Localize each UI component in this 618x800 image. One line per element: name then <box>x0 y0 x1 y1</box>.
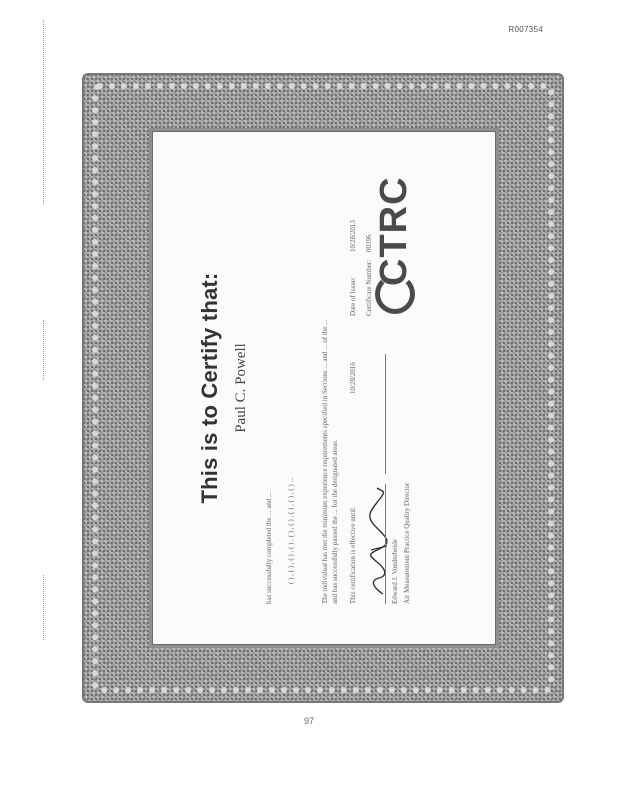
ctrc-logo-text: CTRC <box>373 176 415 286</box>
certificate-statement: has successfully completed the ... and ... <box>265 491 273 604</box>
date-of-issue-value: 10/28/2013 <box>349 220 357 252</box>
certificate-number-label: Certificate Number: <box>365 259 373 316</box>
margin-rule-bottom <box>43 575 44 640</box>
certificate-rotated-content <box>153 132 495 644</box>
effective-until-label: This certification is effective until: <box>349 506 357 604</box>
certificate-number-value: 00396 <box>365 234 373 252</box>
document-id: R007354 <box>508 25 543 34</box>
certificate-panel <box>152 131 496 645</box>
margin-rule-middle <box>43 320 44 380</box>
certificate <box>153 132 495 644</box>
certificate-recipient: Paul C. Powell <box>233 343 249 433</box>
margin-rule-top <box>43 20 44 205</box>
effective-until-date: 10/28/2016 <box>349 362 357 394</box>
certificate-frame <box>82 73 564 703</box>
certificate-requirements-line2: and has successfully passed the ... for the designated areas. <box>331 439 339 604</box>
certificate-requirements-line1: The individual has met the minimum experience requirements specified in Sections ... and ... of the ... <box>321 319 329 604</box>
ctrc-logo <box>361 174 421 314</box>
certificate-title: This is to Certify that: <box>197 272 222 504</box>
signer-title: Air Measurement Practice Quality Director <box>403 482 411 604</box>
signature-line <box>385 484 386 604</box>
page-number: 97 <box>303 716 314 726</box>
signer-name: Edward J. Vonderheide <box>391 539 399 604</box>
date-of-issue-label: Date of Issue: <box>349 277 357 316</box>
certificate-methods-list: ( ) , ( ) , ( ) , ( ) , ( ) , ( ) , ( ) , ( ) , ( ) ... <box>287 477 295 584</box>
date-line <box>385 354 386 474</box>
